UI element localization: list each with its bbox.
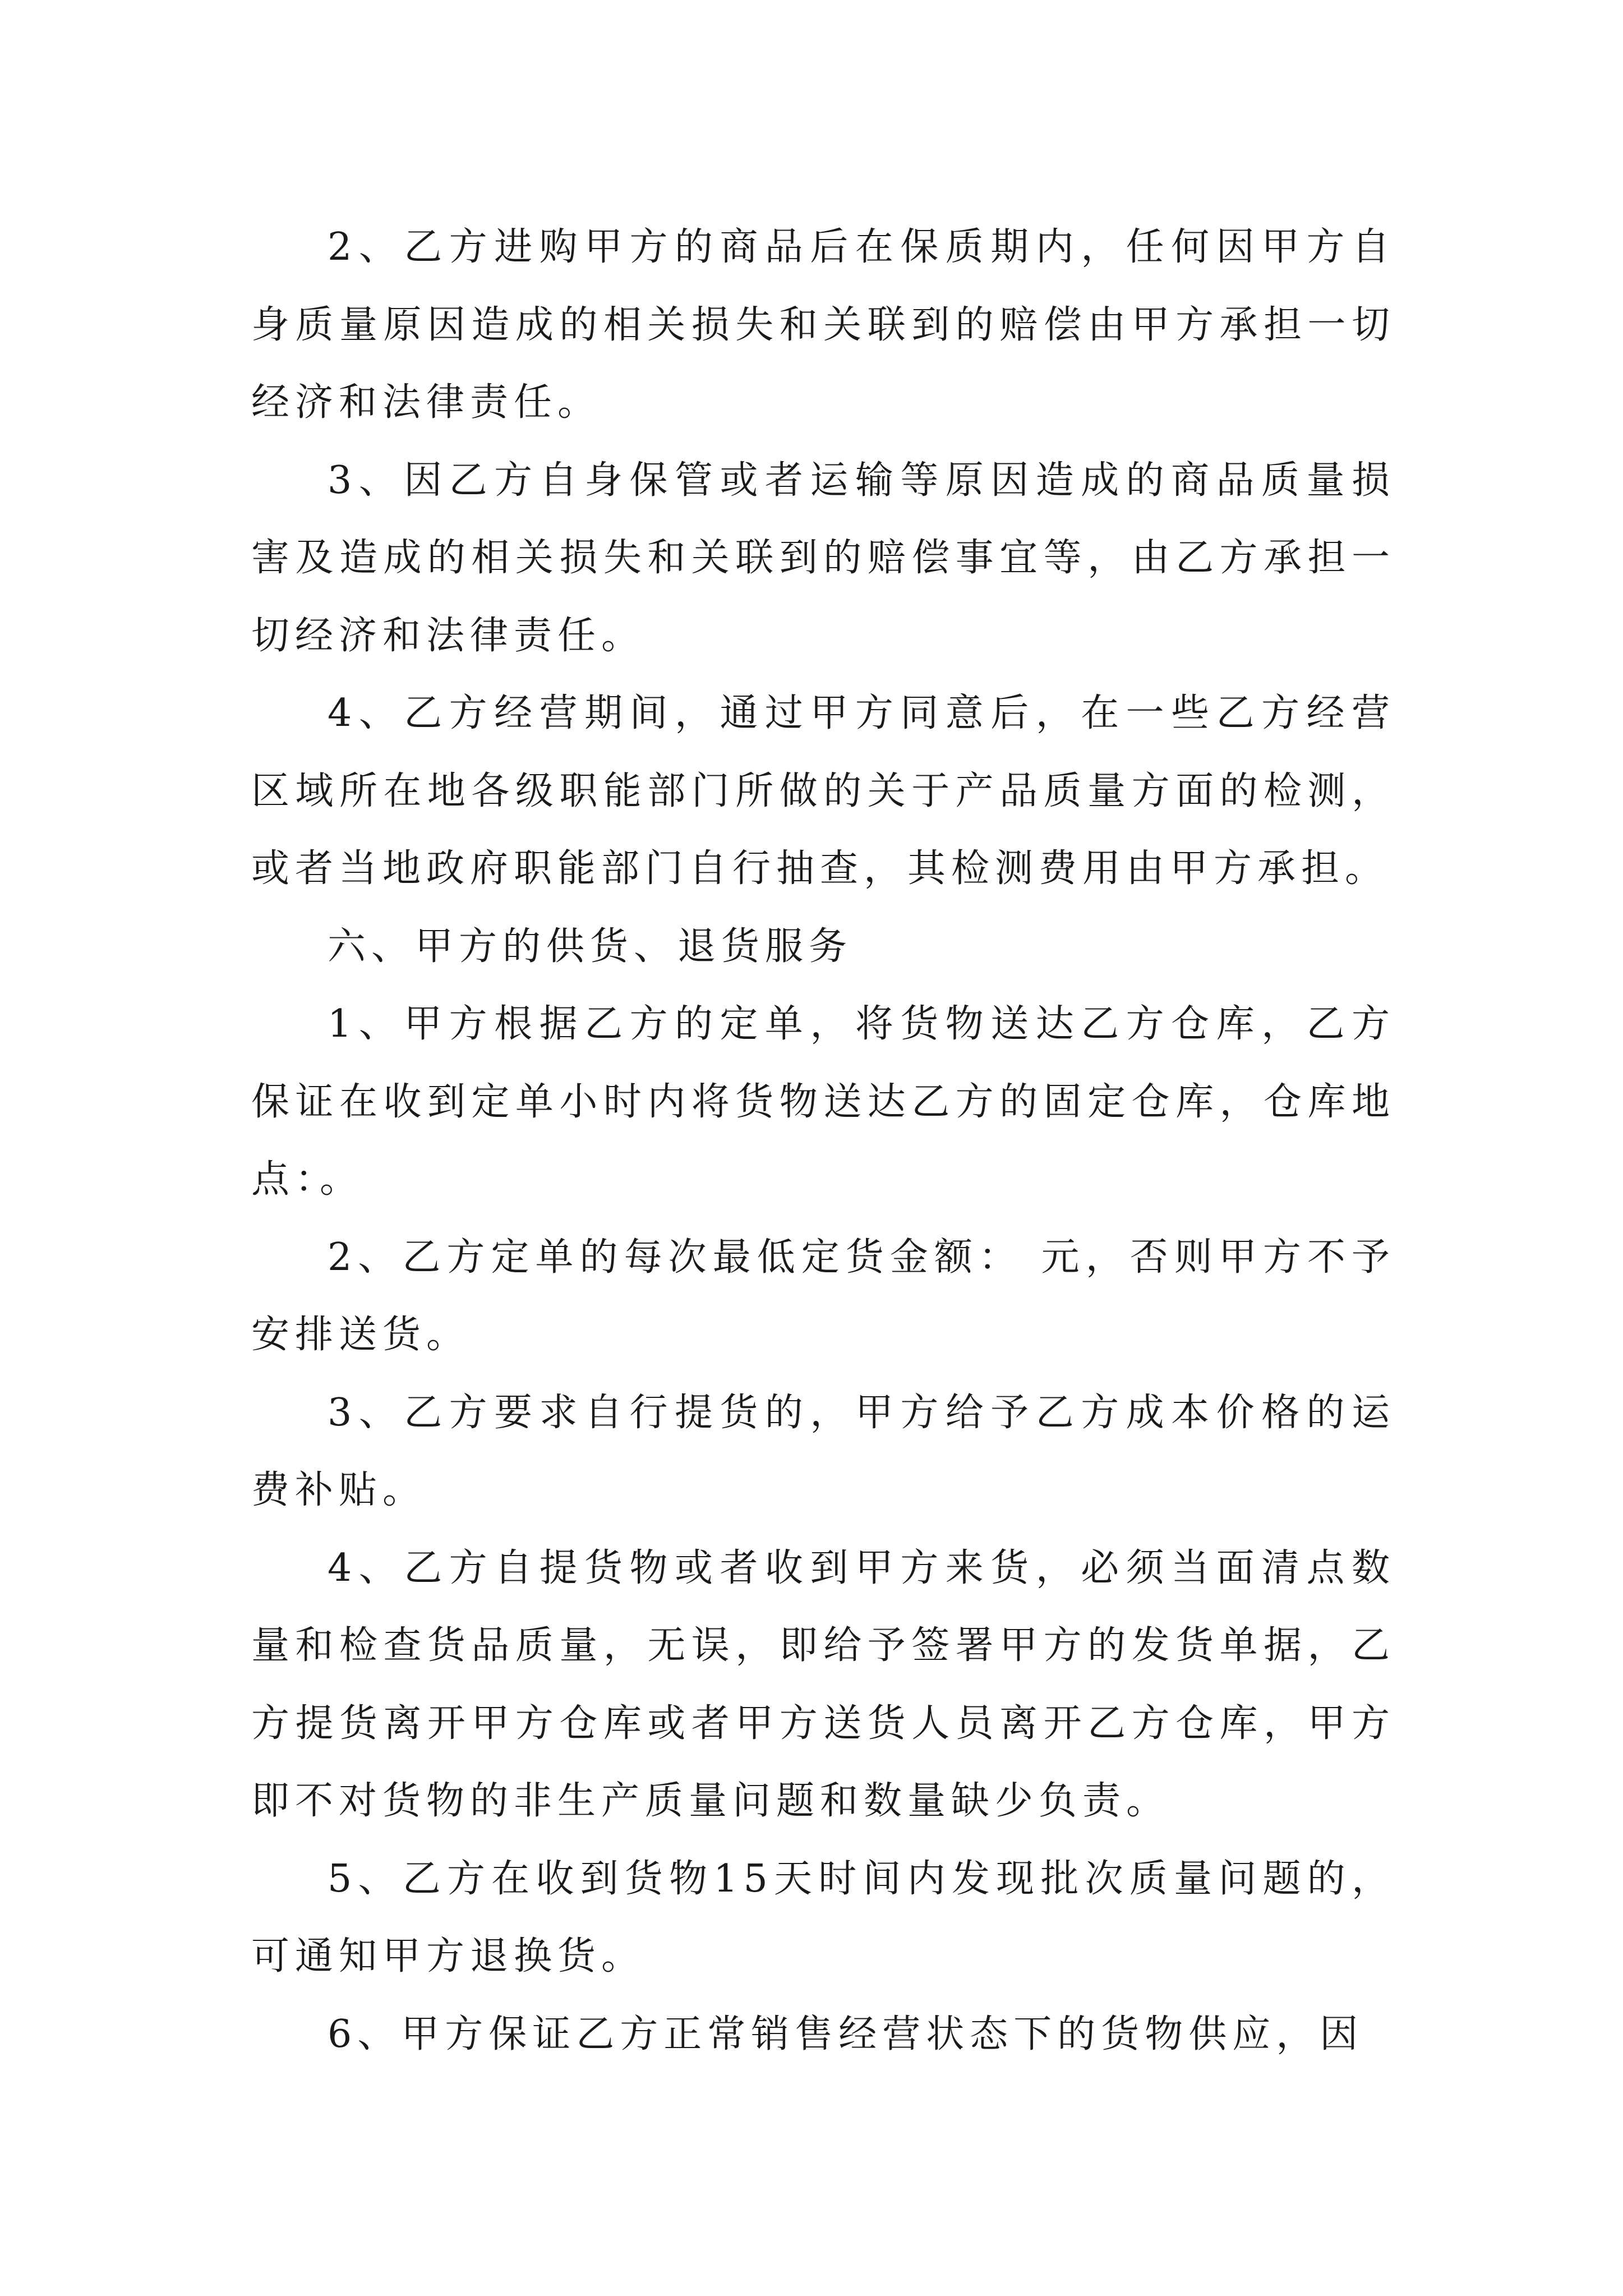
clause-6-2: 2、乙方定单的每次最低定货金额： 元，否则甲方不予安排送货。 [251,1235,1395,1357]
clause-5-3: 3、因乙方自身保管或者运输等原因造成的商品质量损害及造成的相关损失和关联到的赔偿事宜等，由乙方承担一切经济和法律责任。 [251,458,1395,658]
clause-5-4: 4、乙方经营期间，通过甲方同意后，在一些乙方经营区域所在地各级职能部门所做的关于产品质量方面的检测，或者当地政府职能部门自行抽查，其检测费用由甲方承担。 [251,691,1395,891]
document-body [251,209,1395,2073]
clause-6-5: 5、乙方在收到货物15天时间内发现批次质量问题的，可通知甲方退换货。 [251,1856,1395,1978]
section-heading-6: 六、甲方的供货、退货服务 [328,924,853,969]
clause-6-4: 4、乙方自提货物或者收到甲方来货，必须当面清点数量和检查货品质量，无误，即给予签署甲方的发货单据，乙方提货离开甲方仓库或者甲方送货人员离开乙方仓库，甲方即不对货物的非生产质量问题和数量缺少负责。 [251,1545,1395,1823]
clause-5-2: 2、乙方进购甲方的商品后在保质期内，任何因甲方自身质量原因造成的相关损失和关联到的赔偿由甲方承担一切经济和法律责任。 [251,225,1395,425]
clause-6-6: 6、甲方保证乙方正常销售经营状态下的货物供应，因 [328,2012,1364,2056]
clause-6-1: 1、甲方根据乙方的定单，将货物送达乙方仓库，乙方保证在收到定单小时内将货物送达乙方的固定仓库，仓库地点：。 [251,1002,1395,1202]
clause-6-3: 3、乙方要求自行提货的，甲方给予乙方成本价格的运费补贴。 [251,1390,1395,1512]
